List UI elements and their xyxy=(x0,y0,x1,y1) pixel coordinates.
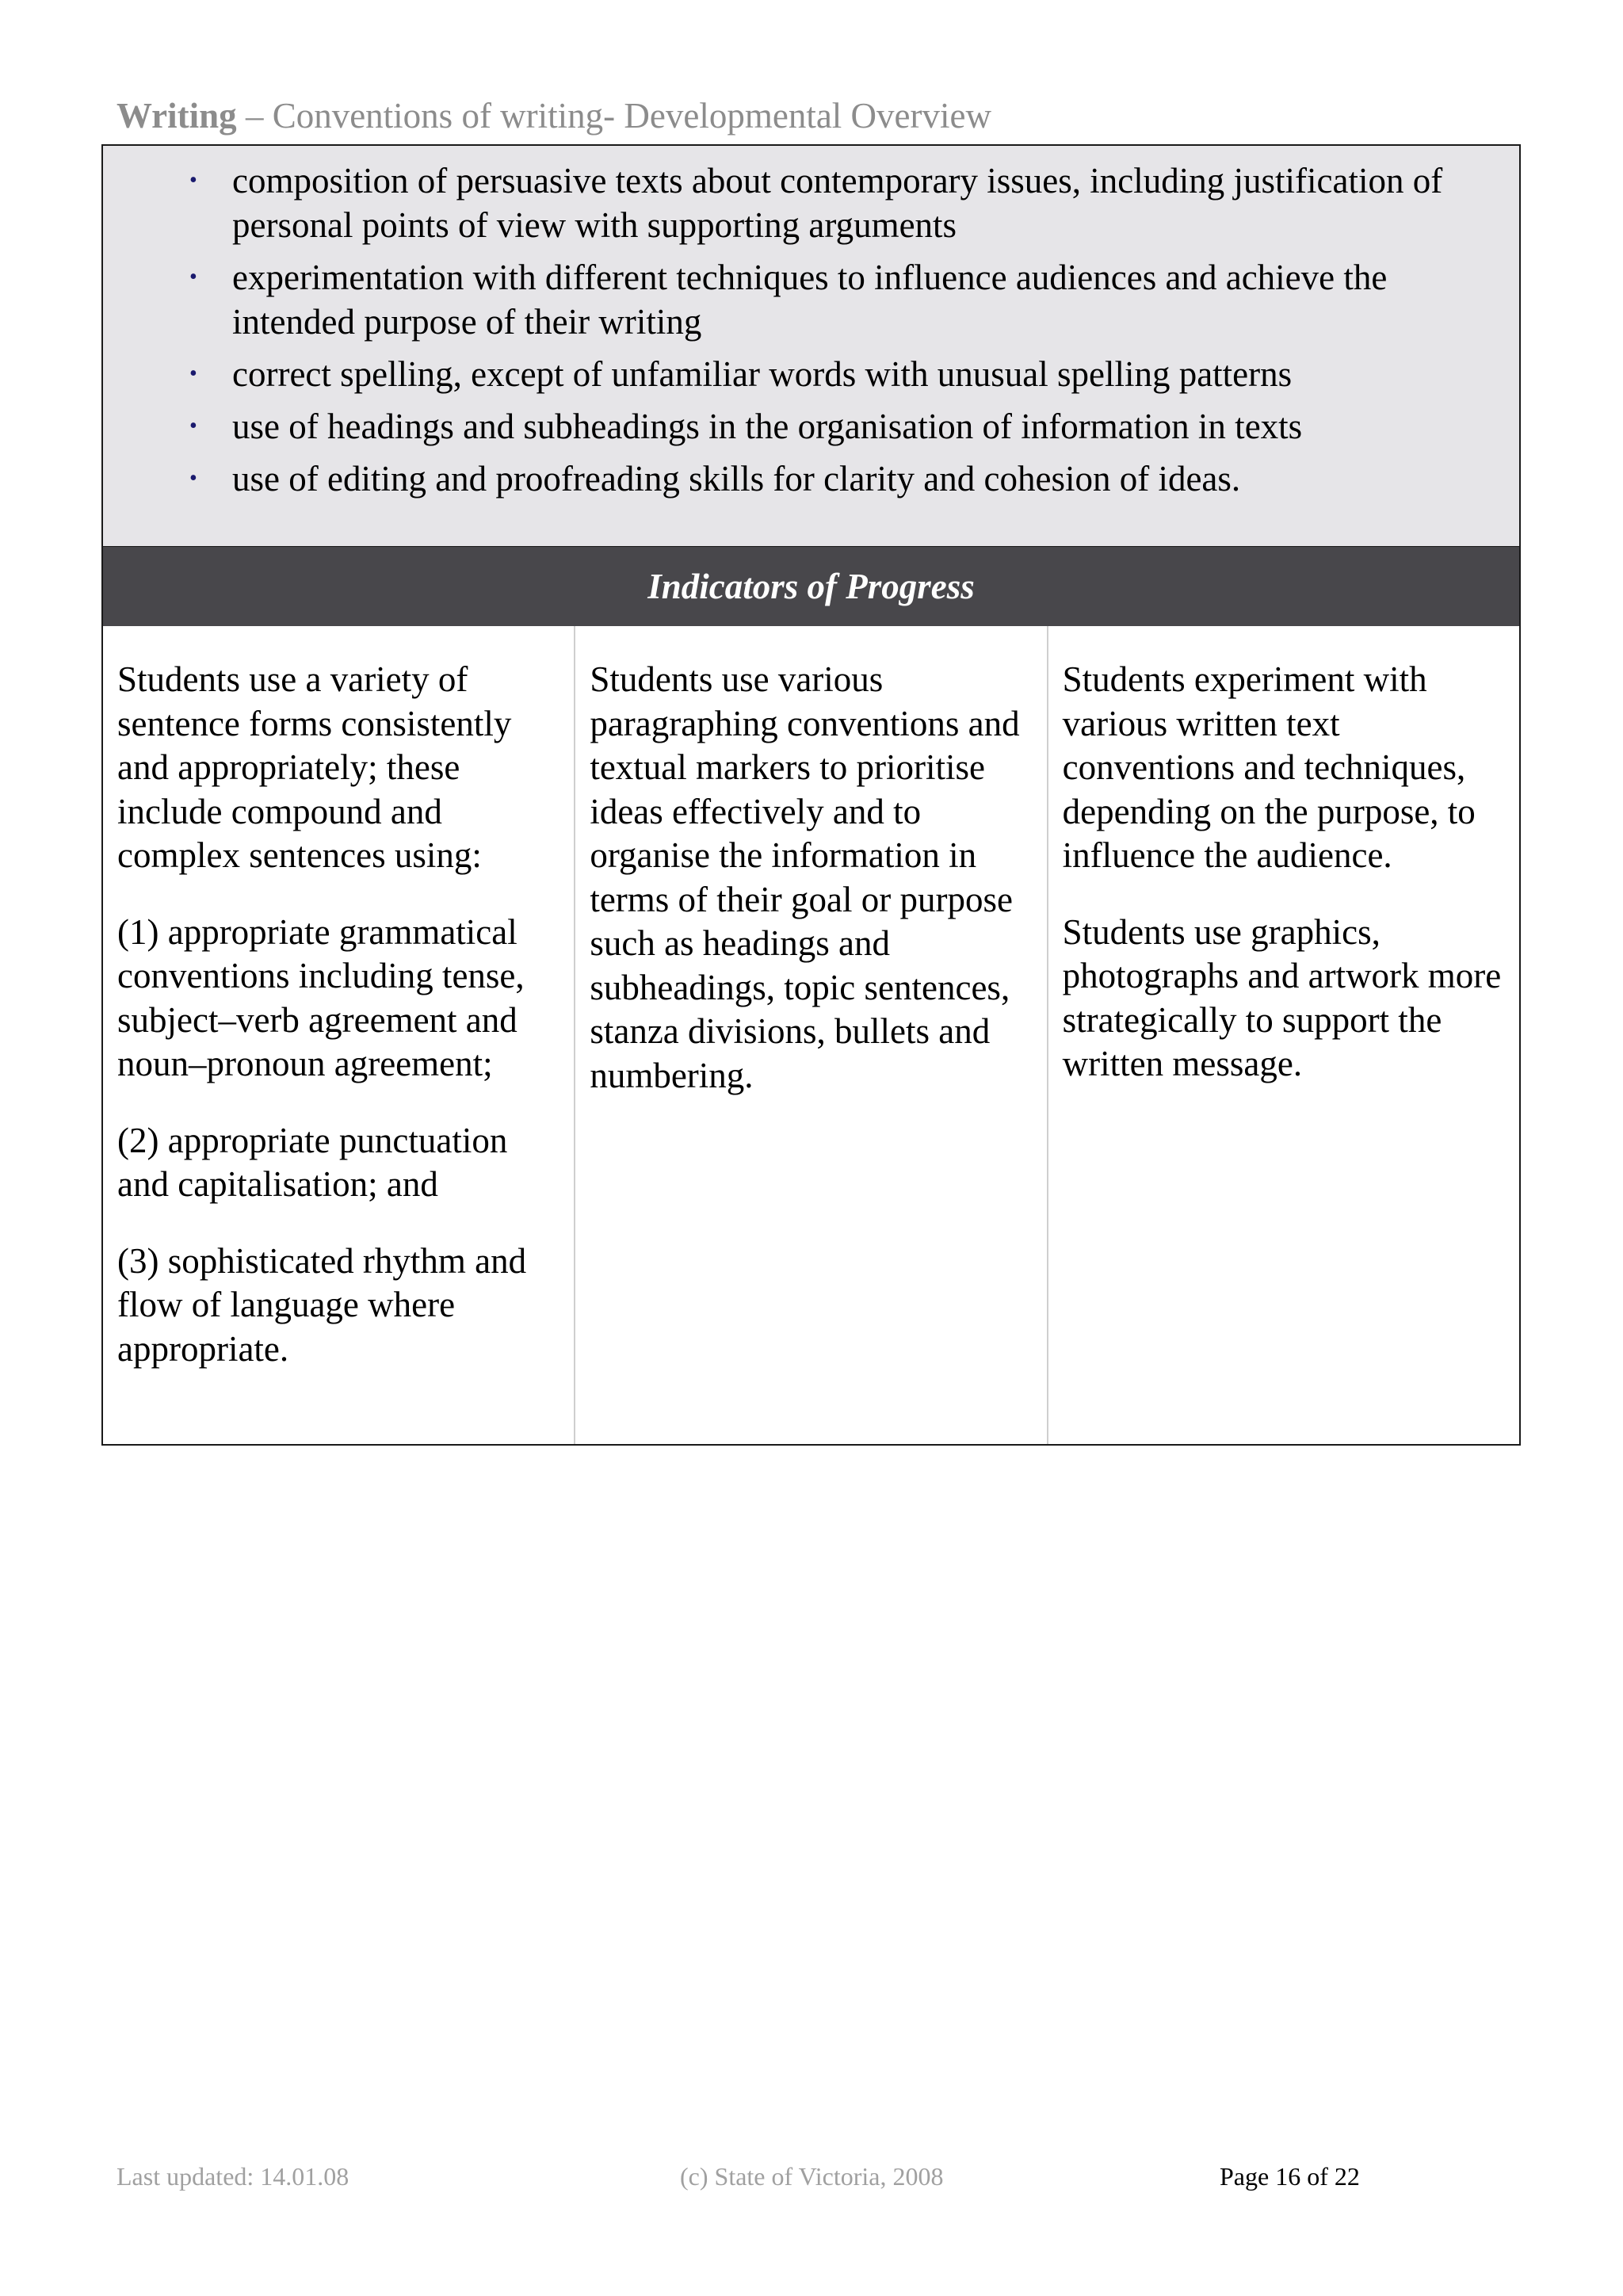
overview-table xyxy=(101,144,1521,1446)
indicator-paragraph: Students use various paragraphing conventions and textual markers to prioritise ideas effectively and to organise the information in terms of their goal or purpose such as headings and subheadings, topic sentences, stanza divisions, bullets and numbering. xyxy=(590,659,1020,1095)
bullet-text: composition of persuasive texts about contemporary issues, including justification of personal points of view with supporting arguments xyxy=(232,161,1443,245)
bullet-text: use of headings and subheadings in the organisation of information in texts xyxy=(232,407,1303,446)
bullet-text: correct spelling, except of unfamiliar words with unusual spelling patterns xyxy=(232,354,1293,394)
indicator-paragraph: (3) sophisticated rhythm and flow of language where appropriate. xyxy=(117,1240,527,1369)
header-subtitle: – Conventions of writing- Developmental Overview xyxy=(236,96,991,136)
indicator-column-2 xyxy=(574,626,1046,1444)
indicators-heading: Indicators of Progress xyxy=(103,547,1519,626)
bullet-dot-icon: • xyxy=(189,414,197,438)
bullet-text: experimentation with different techniques to influence audiences and achieve the intended purpose of their writing xyxy=(232,258,1388,342)
indicator-paragraph: Students use a variety of sentence forms consistently and appropriately; these include compound and complex sentences using: xyxy=(117,659,512,875)
bullet-list xyxy=(189,159,1500,509)
indicator-paragraph: Students experiment with various written text conventions and techniques, depending on the purpose, to influence the audience. xyxy=(1062,659,1476,875)
bullet-item xyxy=(189,255,1500,344)
bullet-dot-icon: • xyxy=(189,466,197,491)
page-header xyxy=(116,98,991,134)
bullet-item xyxy=(189,159,1500,247)
indicator-columns xyxy=(103,626,1519,1444)
bullet-item xyxy=(189,457,1500,501)
bullet-item xyxy=(189,404,1500,449)
bullet-dot-icon: • xyxy=(189,361,197,386)
indicator-column-1 xyxy=(103,626,574,1444)
indicator-column-3 xyxy=(1047,626,1519,1444)
bullet-section xyxy=(103,146,1519,547)
header-subject: Writing xyxy=(116,96,237,136)
indicator-paragraph: (1) appropriate grammatical conventions including tense, subject–verb agreement and noun–pronoun agreement; xyxy=(117,911,525,1083)
bullet-dot-icon: • xyxy=(189,265,197,289)
footer-page-number: Page 16 of 22 xyxy=(1220,2162,1360,2191)
footer-copyright: (c) State of Victoria, 2008 xyxy=(680,2162,944,2191)
footer-last-updated: Last updated: 14.01.08 xyxy=(116,2162,349,2191)
indicator-paragraph: Students use graphics, photographs and artwork more strategically to support the written message. xyxy=(1062,911,1502,1083)
indicator-paragraph: (2) appropriate punctuation and capitalisation; and xyxy=(117,1120,508,1204)
bullet-text: use of editing and proofreading skills for clarity and cohesion of ideas. xyxy=(232,459,1241,499)
bullet-dot-icon: • xyxy=(189,168,197,193)
bullet-item xyxy=(189,352,1500,396)
